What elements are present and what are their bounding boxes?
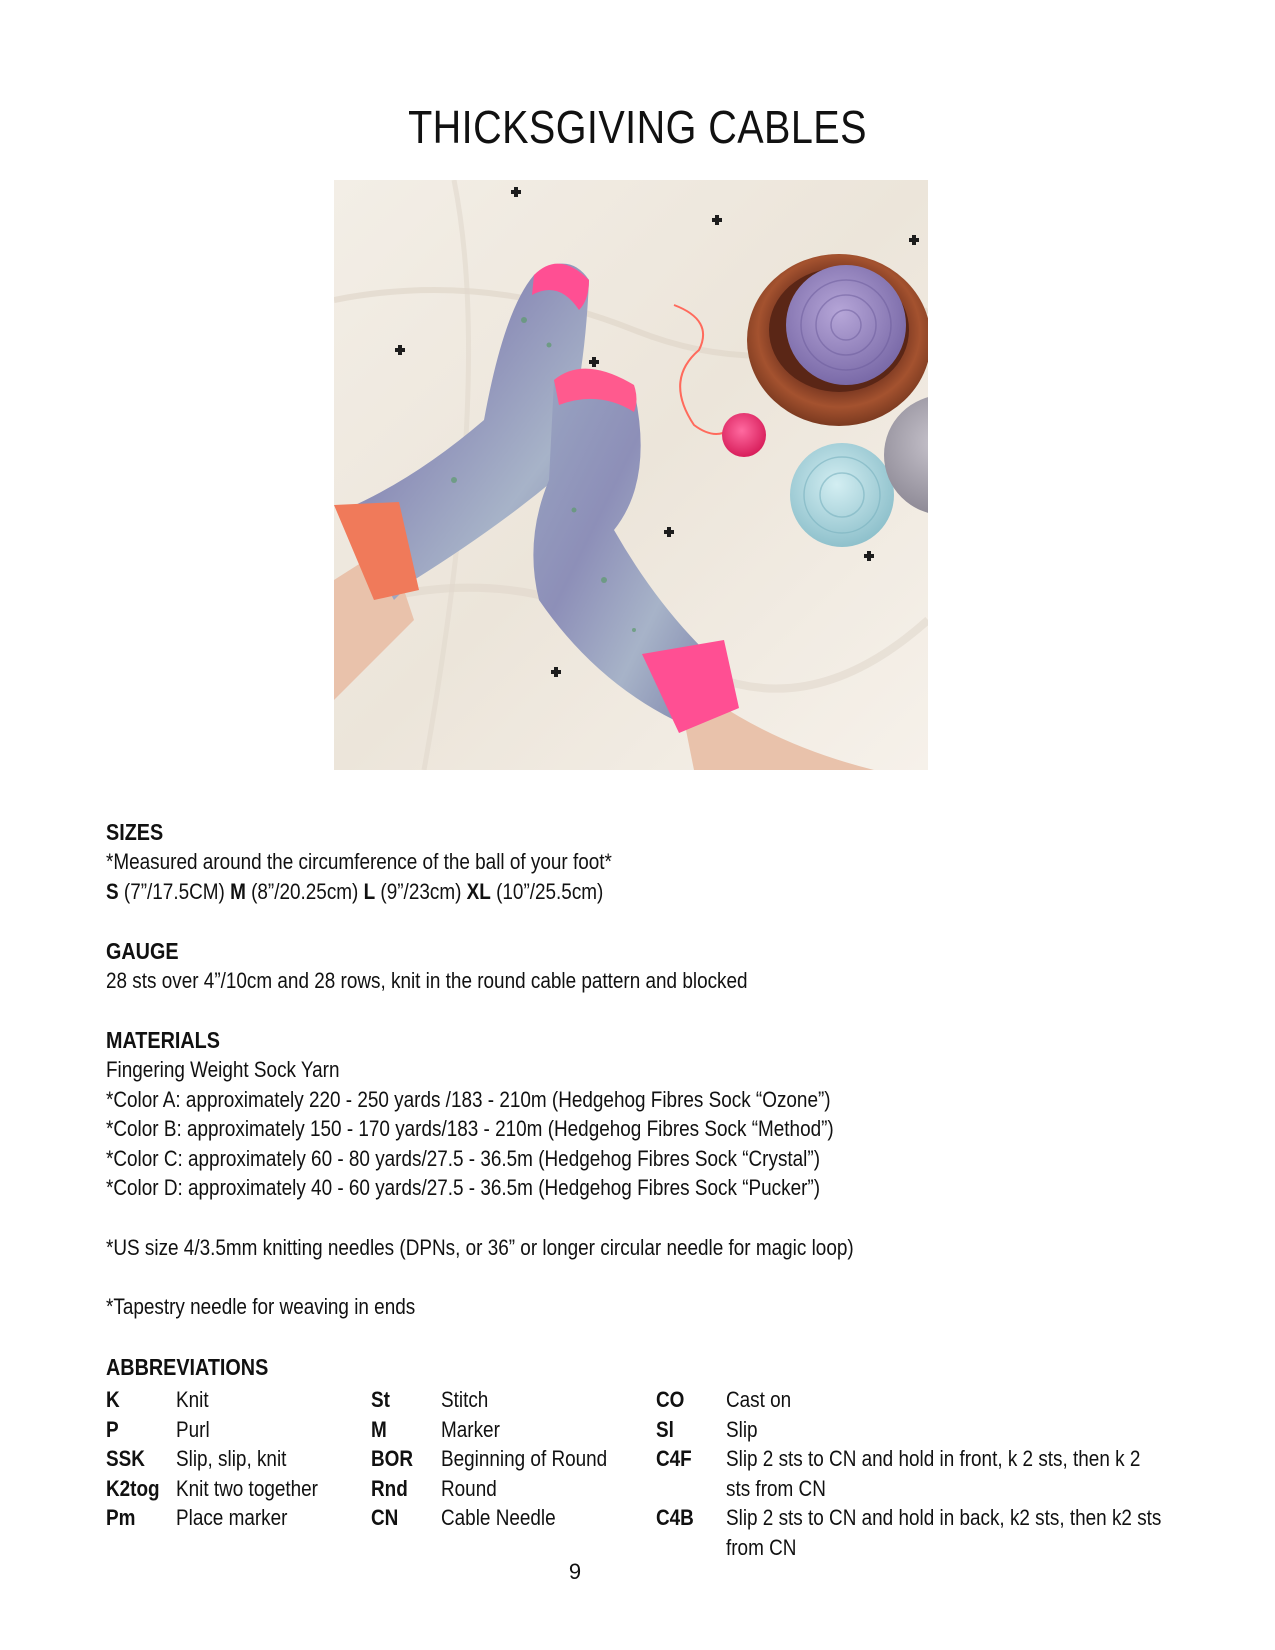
socks-photo <box>334 180 928 770</box>
abbreviation-value: Marker <box>441 1416 500 1442</box>
abbreviation-value: Purl <box>176 1416 210 1442</box>
sizes-section <box>106 818 1186 906</box>
page-number: 9 <box>568 1559 582 1584</box>
abbreviation-value: Round <box>441 1475 497 1501</box>
abbreviation-value: Stitch <box>441 1387 489 1412</box>
size-label: XL <box>466 878 491 904</box>
tapestry-line: *Tapestry needle for weaving in ends <box>106 1293 416 1319</box>
materials-line: *Color A: approximately 220 - 250 yards /183 - 210m (Hedgehog Fibres Sock “Ozone”) <box>106 1086 831 1112</box>
needles-line: *US size 4/3.5mm knitting needles (DPNs, or 36” or longer circular needle for magic loop) <box>106 1234 854 1260</box>
materials-heading: MATERIALS <box>106 1027 220 1053</box>
pattern-title: THICKSGIVING CABLES <box>408 101 867 153</box>
abbreviations-heading-wrap <box>106 1353 1186 1382</box>
abbreviation-value: Beginning of Round <box>441 1446 608 1472</box>
size-value: (8”/20.25cm) <box>245 878 364 904</box>
abbreviation-value: Knit two together <box>176 1475 318 1501</box>
sizes-list <box>106 877 1035 907</box>
abbreviation-key: C4F <box>656 1446 692 1472</box>
abbreviation-value: Slip 2 sts to CN and hold in front, k 2 sts, then k 2 sts from CN <box>726 1446 1141 1501</box>
gauge-text: 28 sts over 4”/10cm and 28 rows, knit in the round cable pattern and blocked <box>106 968 748 993</box>
abbreviation-key: K2tog <box>106 1475 160 1501</box>
size-label: M <box>230 878 246 904</box>
size-label: S <box>106 878 119 904</box>
abbreviation-value: Cast on <box>726 1387 792 1412</box>
abbreviations-heading: ABBREVIATIONS <box>106 1354 269 1380</box>
sizes-heading: SIZES <box>106 819 164 845</box>
materials-line: *Color D: approximately 40 - 60 yards/27.5 - 36.5m (Hedgehog Fibres Sock “Pucker”) <box>106 1175 821 1201</box>
size-value: (7”/17.5CM) <box>118 878 231 904</box>
abbreviation-key: CO <box>656 1387 685 1412</box>
sizes-note: *Measured around the circumference of the ball of your foot* <box>106 849 612 874</box>
abbreviation-value: Slip 2 sts to CN and hold in back, k2 sts, then k2 sts from CN <box>726 1505 1162 1560</box>
abbreviation-key: M <box>371 1416 387 1442</box>
materials-line: *Color B: approximately 150 - 170 yards/183 - 210m (Hedgehog Fibres Sock “Method”) <box>106 1116 834 1142</box>
gauge-section <box>106 937 1186 996</box>
size-value: (9”/23cm) <box>375 878 467 904</box>
abbreviation-key: C4B <box>656 1505 694 1531</box>
abbreviation-key: Sl <box>656 1416 674 1442</box>
materials-line: Fingering Weight Sock Yarn <box>106 1057 340 1082</box>
materials-section <box>106 1026 1186 1321</box>
abbreviation-key: Rnd <box>371 1475 408 1501</box>
abbreviation-value: Slip, slip, knit <box>176 1446 287 1472</box>
abbreviation-key: BOR <box>371 1446 414 1472</box>
abbreviation-key: Pm <box>106 1505 136 1531</box>
abbreviation-value: Knit <box>176 1387 209 1412</box>
abbreviation-value: Slip <box>726 1416 758 1442</box>
gauge-heading: GAUGE <box>106 938 179 964</box>
size-label: L <box>363 878 376 904</box>
abbreviation-value: Cable Needle <box>441 1505 556 1531</box>
size-value: (10”/25.5cm) <box>490 878 604 904</box>
abbreviation-key: CN <box>371 1505 399 1531</box>
abbreviation-value: Place marker <box>176 1505 288 1531</box>
abbreviation-key: P <box>106 1416 119 1442</box>
materials-line: *Color C: approximately 60 - 80 yards/27.5 - 36.5m (Hedgehog Fibres Sock “Crystal”) <box>106 1145 821 1171</box>
abbreviation-key: St <box>371 1387 390 1412</box>
abbreviation-key: SSK <box>106 1446 145 1472</box>
abbreviation-key: K <box>106 1387 120 1412</box>
